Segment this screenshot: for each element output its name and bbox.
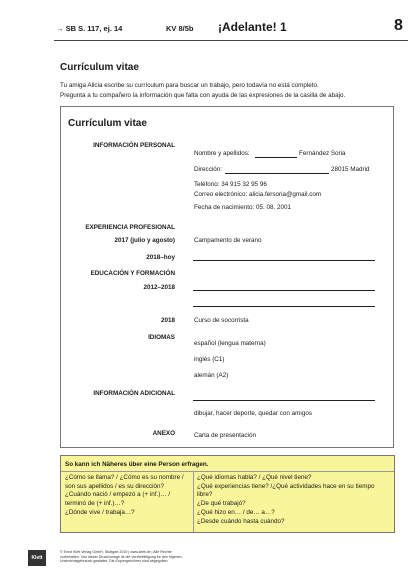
expression-line: terminó de (+ inf.)…?	[65, 500, 125, 508]
expression-line: ¿Cómo se llama? / ¿Cómo es su nombre /	[65, 474, 184, 481]
expressions-title: So kann ich Näheres über eine Person erfragen.	[65, 461, 209, 468]
copyright-line: © Ernst Klett Verlag GmbH, Stuttgart 2019 | www.klett.de | Alle Rechte	[60, 550, 172, 554]
education-period-1: 2012–2018	[143, 284, 175, 291]
expression-line: ¿Desde cuándo hasta cuándo?	[197, 517, 285, 525]
instructions-line-1: Tu amiga Alicia escribe su currículum para buscar un trabajo, pero todavía no está completo.	[60, 82, 319, 89]
birth-date: Fecha de nacimiento: 05. 08. 2001	[194, 204, 291, 211]
education-blank-1b[interactable]	[193, 306, 375, 307]
language-item: inglés (C1)	[194, 356, 225, 363]
experience-period-2: 2018–hoy	[146, 254, 175, 261]
education-heading: EDUCACIÓN Y FORMACIÓN	[90, 270, 175, 277]
additional-blank[interactable]	[193, 400, 375, 401]
language-item: alemán (A2)	[194, 372, 229, 379]
expressions-left-column	[65, 474, 191, 518]
language-item: español (lengua materna)	[194, 340, 266, 347]
copyright-line: vorbehalten. Von dieser Druckvorlage ist die Vervielfältigung für den eigenen	[60, 554, 182, 559]
experience-heading: EXPERIENCIA PROFESIONAL	[85, 224, 175, 231]
book-title: ¡Adelante! 1	[218, 20, 287, 34]
address-blank[interactable]	[225, 173, 329, 174]
annex-value: Carta de presentación	[194, 432, 256, 439]
education-blank-1a[interactable]	[193, 290, 375, 291]
expression-line: ¿De qué trabajó?	[197, 500, 246, 508]
surname-value: Fernández Soria	[299, 150, 346, 157]
languages-heading: IDIOMAS	[148, 334, 175, 341]
cv-title: Currículum vitae	[68, 118, 147, 129]
annex-heading: ANEXO	[152, 430, 175, 437]
phone: Teléfono: 34 915 32 95 96	[194, 181, 267, 188]
additional-heading: INFORMACIÓN ADICIONAL	[93, 390, 175, 397]
additional-value: dibujar, hacer deporte, quedar con amigos	[194, 410, 312, 417]
page-header	[0, 0, 416, 40]
instructions-line-2: Pregunta a tu compañero la información que falta con ayuda de las expresiones de la casilla de abajo.	[60, 91, 346, 99]
personal-heading: INFORMACIÓN PERSONAL	[93, 142, 175, 149]
experience-blank-2[interactable]	[193, 260, 375, 261]
expression-line: son sus apellidos / es su dirección?	[65, 482, 165, 490]
expression-line: ¿Dónde vive / trabaja…?	[65, 508, 135, 516]
copyright-line: Unterrichtsgebrauch gestattet. Die Kopiergebühren sind abgegolten.	[60, 559, 169, 564]
postcode-city: 28015 Madrid	[331, 166, 370, 173]
email: Correo electrónico: alicia.fersoria@gmail.com	[194, 191, 322, 198]
expression-line: ¿Qué hizo en… / de… a…?	[197, 508, 275, 516]
name-label: Nombre y apellidos:	[194, 150, 250, 157]
education-value-2: Curso de socorrista	[194, 317, 249, 324]
chapter-number: 8	[394, 17, 403, 34]
header-rule	[54, 40, 408, 41]
copyright-notice	[60, 550, 210, 564]
publisher-logo: Klett	[28, 550, 46, 566]
textbook-reference: → SB S. 117, ej. 14	[56, 24, 123, 33]
experience-value-1: Campamento de verano	[194, 237, 262, 244]
expressions-box	[60, 455, 395, 533]
expression-line: libre?	[197, 491, 213, 499]
expressions-right-column	[197, 474, 391, 526]
education-period-2: 2018	[160, 317, 175, 324]
address-label: Dirección:	[194, 166, 222, 173]
name-blank[interactable]	[255, 157, 297, 158]
expressions-divider	[61, 471, 394, 472]
instructions	[60, 81, 390, 100]
experience-period-1: 2017 (julio y agosto)	[114, 237, 175, 244]
expression-line: ¿Qué idiomas habla? / ¿Qué nivel tiene?	[197, 474, 312, 481]
page-title: Currículum vitae	[60, 62, 139, 73]
expression-line: ¿Qué experiencias tiene? /¿Qué actividades hace en su tiempo	[197, 482, 375, 490]
expression-line: ¿Cuándo nació / empezó a (+ inf.)… /	[65, 491, 171, 499]
expressions-column-divider	[193, 471, 194, 532]
worksheet-code: KV 8/5b	[166, 24, 194, 33]
